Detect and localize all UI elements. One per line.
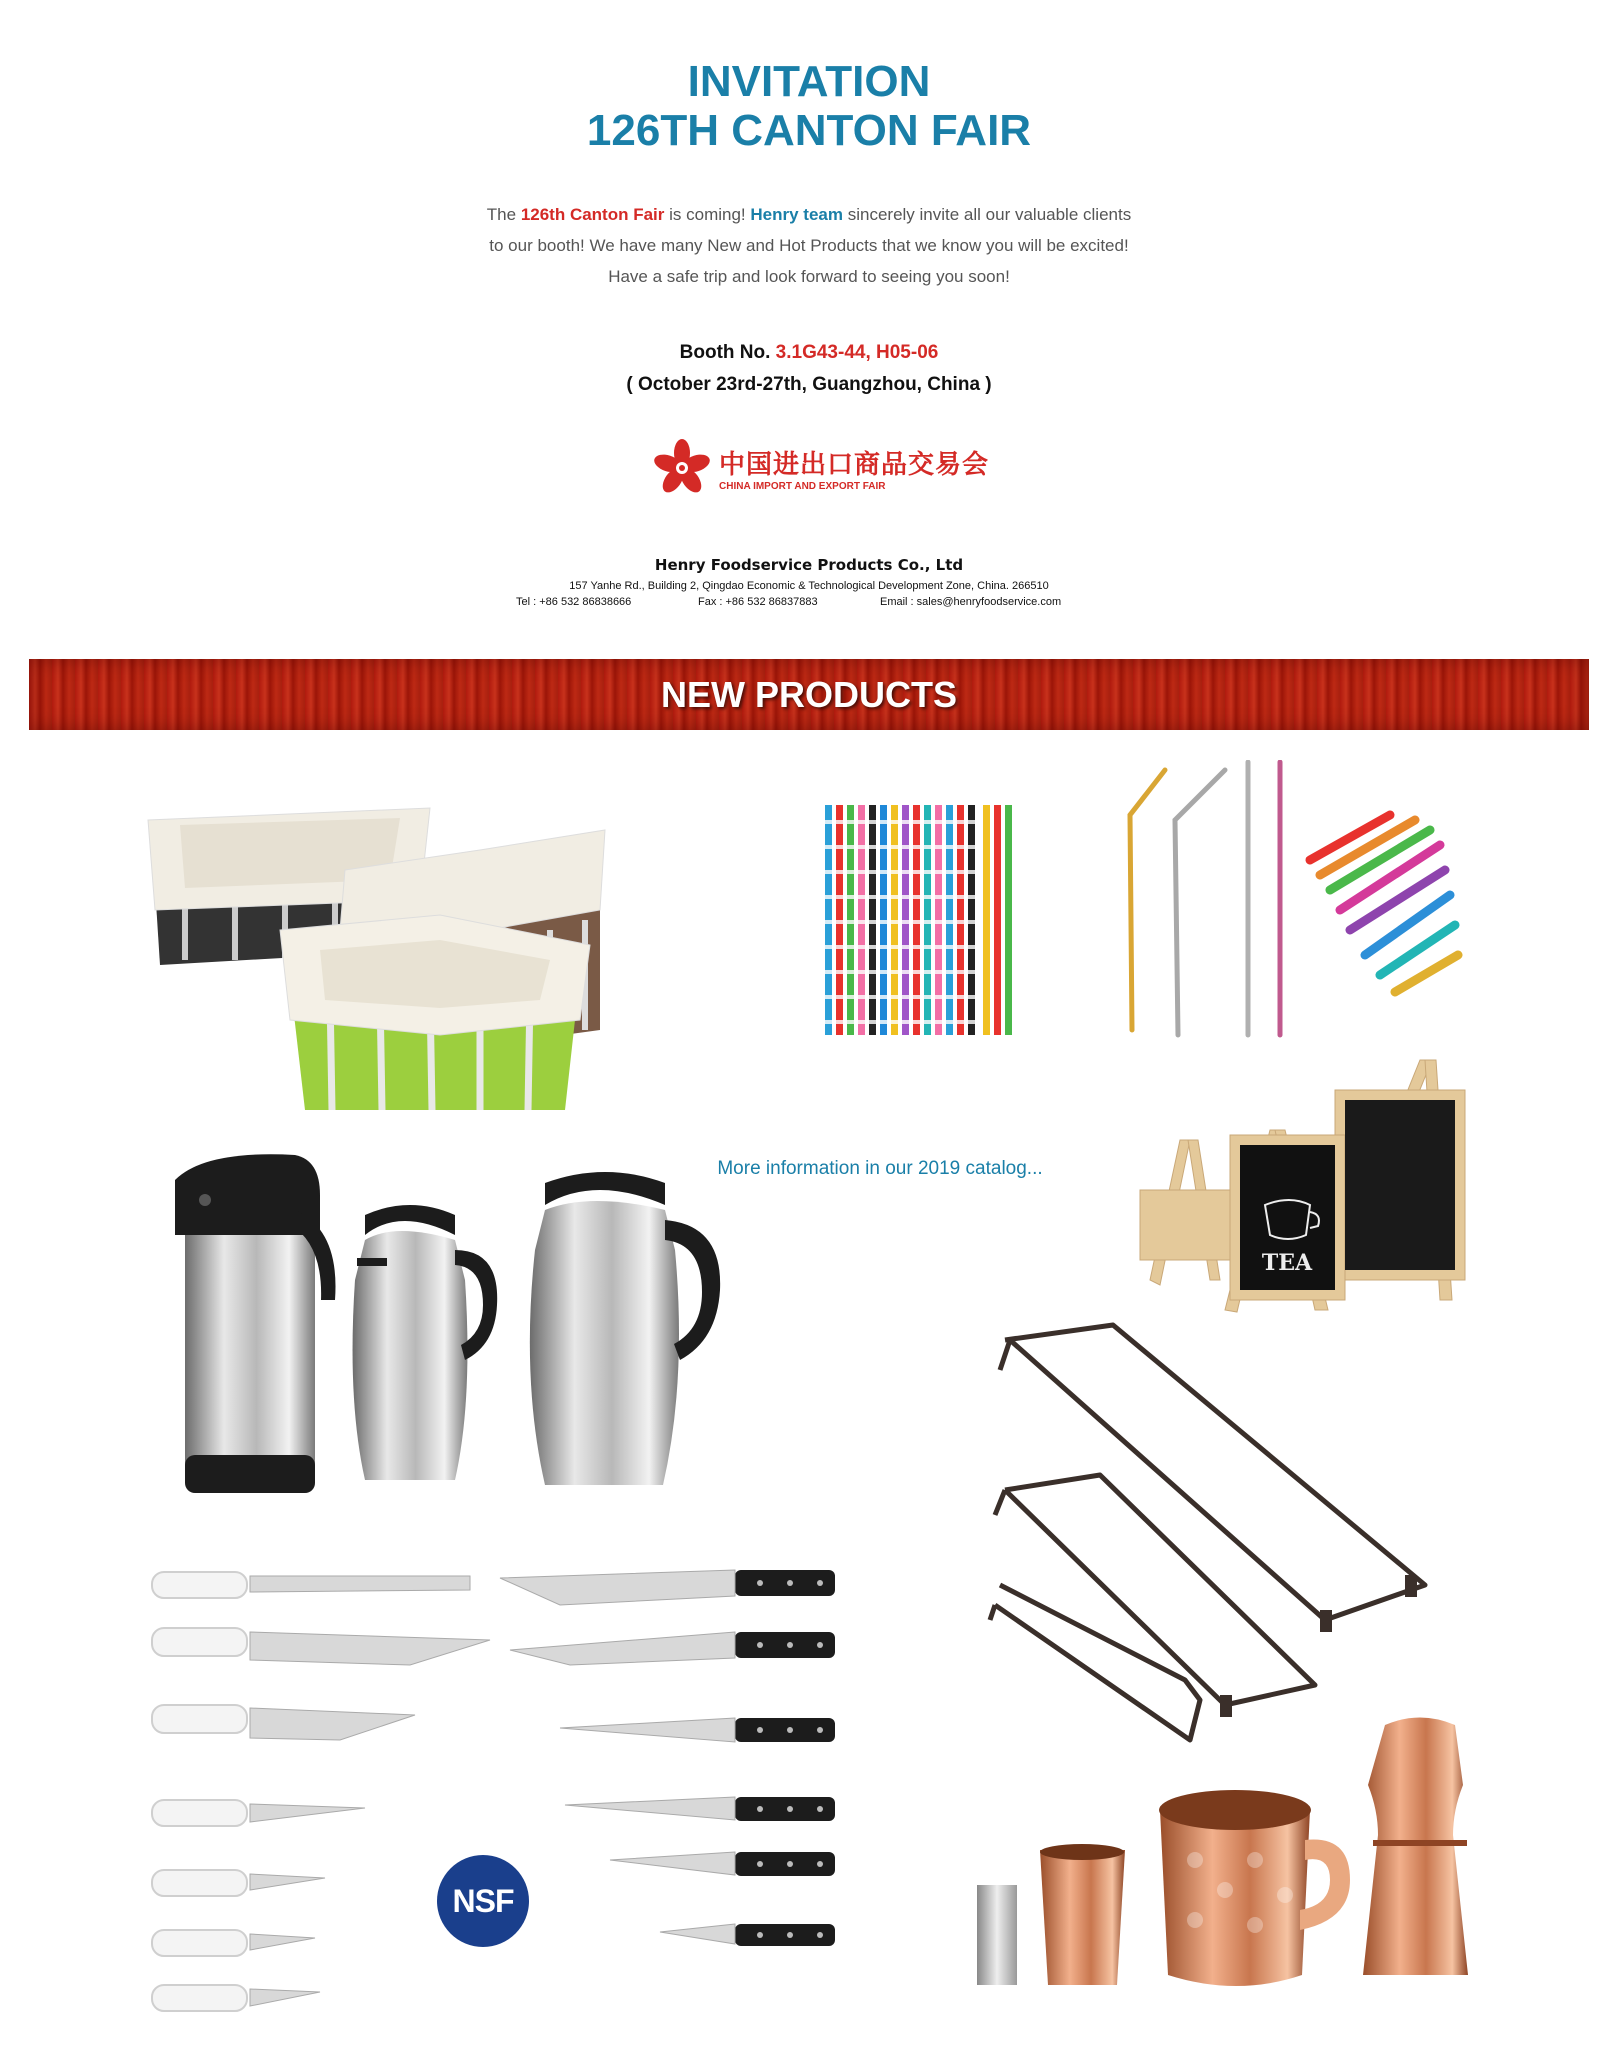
copper-barware-image xyxy=(965,1700,1485,2000)
fair-dates: ( October 23rd-27th, Guangzhou, China ) xyxy=(626,374,992,395)
flower-logo-icon xyxy=(651,437,713,499)
nsf-certification-badge xyxy=(437,1855,529,1947)
bread-baskets-image xyxy=(140,780,610,1120)
intro-line-2: to our booth! We have many New and Hot Products that we know you will be excited! xyxy=(489,236,1129,255)
team-name-highlight: Henry team xyxy=(750,205,843,224)
intro-line-1 xyxy=(0,199,1618,230)
paper-straws-image xyxy=(823,800,1018,1037)
nsf-badge-text: NSF xyxy=(452,1883,514,1919)
banner-title: NEW PRODUCTS xyxy=(661,674,957,715)
new-products-banner xyxy=(29,659,1589,730)
intro-text: sincerely invite all our valuable clients xyxy=(843,205,1132,224)
invitation-title: INVITATION xyxy=(687,57,931,106)
company-tel: Tel : +86 532 86838666 xyxy=(516,596,632,608)
company-fax: Fax : +86 532 86837883 xyxy=(698,596,818,608)
airpot-flasks-image xyxy=(145,1140,725,1500)
fair-title: 126TH CANTON FAIR xyxy=(586,106,1032,155)
booth-number: 3.1G43-44, H05-06 xyxy=(775,342,939,363)
chalkboard-easels-image xyxy=(1120,1040,1520,1320)
glass-racks-image xyxy=(985,1320,1455,1750)
company-name: Henry Foodservice Products Co., Ltd xyxy=(654,556,964,574)
company-email[interactable]: Email : sales@henryfoodservice.com xyxy=(880,596,1062,608)
booth-label: Booth No. xyxy=(679,342,776,363)
intro-text: is coming! xyxy=(664,205,751,224)
fair-logo-chinese: 中国进出口商品交易会 xyxy=(719,450,990,480)
knives-image xyxy=(140,1560,840,2040)
tea-chalk-text: TEA xyxy=(1261,1250,1313,1276)
booth-number-line xyxy=(0,337,1618,369)
company-address: 157 Yanhe Rd., Building 2, Qingdao Economic & Technological Development Zone, China. 266510 xyxy=(569,580,1049,592)
catalog-note[interactable]: More information in our 2019 catalog... xyxy=(717,1158,1043,1179)
fair-logo-english: CHINA IMPORT AND EXPORT FAIR xyxy=(719,481,886,492)
fair-name-highlight: 126th Canton Fair xyxy=(520,205,665,224)
metal-straws-image xyxy=(1120,760,1490,1040)
intro-line-3: Have a safe trip and look forward to seeing you soon! xyxy=(608,267,1010,286)
canton-fair-logo xyxy=(651,440,990,500)
intro-text: The xyxy=(486,205,521,224)
